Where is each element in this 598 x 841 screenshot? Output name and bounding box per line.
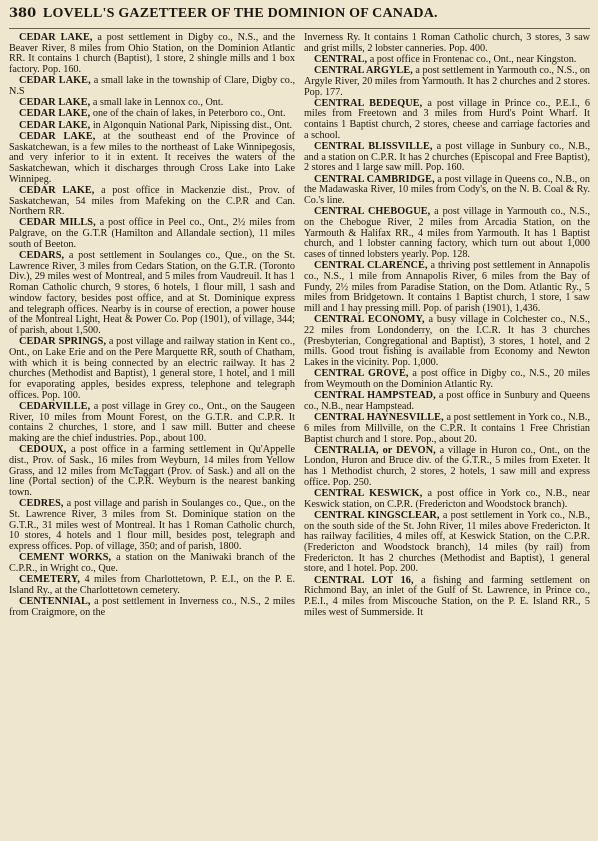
gazetteer-entry xyxy=(304,99,590,142)
entry-text: a small lake in the township of Clare, Digby co., N.S xyxy=(9,75,295,98)
entry-headword: CEDARS, xyxy=(19,250,65,262)
gazetteer-entry xyxy=(9,251,295,337)
entry-text: a thriving post settlement in Annapolis co., N.S., 1 mile from Annapolis River, 6 miles from the Bay of Fundy, 2½ miles from Paradise Station, on the Dom. Atlantic Ry., 5 miles from Bridgetown. It contains 1 Baptist church, 1 store, 1 saw mill and 1 hay pressing mill. Pop. of parish (1901), 1,436. xyxy=(304,260,590,315)
entry-headword: CEDAR SPRINGS, xyxy=(19,336,107,348)
entry-headword: CENTRAL BLISSVILLE, xyxy=(314,141,433,153)
entry-headword: CENTRAL KINGSCLEAR, xyxy=(314,509,440,521)
columns xyxy=(9,33,590,841)
entry-text: a post office in Digby co., N.S., 20 miles from Weymouth on the Dominion Atlantic Ry. xyxy=(304,368,590,390)
entry-headword: CENTRAL LOT 16, xyxy=(314,574,414,586)
page-number: 380 xyxy=(9,6,37,21)
entry-text: at the southeast end of the Province of Saskatchewan, is a few miles to the northeast of Lake Winnipegosis, and very inferior to it in extent. It receives the waters of the Saskatchewan, which it discharges through Cross Lake into Lake Winnipeg. xyxy=(9,130,295,185)
entry-text: a post village in Queens co., N.B., on the Madawaska River, 10 miles from Cody's, on the N. B. Coal & Ry. Co.'s line. xyxy=(304,173,590,207)
gazetteer-entry xyxy=(304,576,590,619)
gazetteer-entry xyxy=(304,511,590,575)
entry-headword: CEDAR LAKE, xyxy=(19,119,91,131)
entry-text: a post office in Peel co., Ont., 2½ miles from Palgrave, on the G.T.R (Hamilton and Allandale section), 11 miles south of Beeton. xyxy=(9,217,295,250)
entry-text: a post settlement in Inverness co., N.S., 2 miles from Craigmore, on the xyxy=(9,596,295,618)
gazetteer-entry xyxy=(304,315,590,369)
entry-headword: CENTENNIAL, xyxy=(19,596,91,608)
entry-headword: CEDARVILLE, xyxy=(19,400,91,412)
entry-text: a post office in a farming settlement in Qu'Appelle dist., Prov. of Sask., 16 miles from Weyburn, 14 miles from Yellow Grass, and 12 miles from McTaggart (Prov. of Sask.) and all on the line (Portal section) of the C.P.R. Weyburn is the nearest banking town. xyxy=(9,444,295,499)
entry-headword: CEMENT WORKS, xyxy=(19,552,112,564)
entry-headword: CENTRAL ECONOMY, xyxy=(314,314,425,326)
gazetteer-entry xyxy=(9,76,295,97)
gazetteer-entry xyxy=(304,489,590,510)
entry-headword: CEDAR LAKE, xyxy=(19,130,96,142)
entry-headword: CENTRAL HAMPSTEAD, xyxy=(314,390,436,402)
gazetteer-entry xyxy=(9,553,295,574)
entry-text: a post office in Sunbury and Queens co., N.B., near Hampstead. xyxy=(304,390,590,412)
entry-text: in Algonquin National Park, Nipissing dist., Ont. xyxy=(90,119,293,131)
gazetteer-entry xyxy=(9,597,295,618)
running-title: LOVELL'S GAZETTEER OF THE DOMINION OF CANADA. xyxy=(43,6,438,21)
entry-headword: CEDAR LAKE, xyxy=(19,184,95,196)
gazetteer-entry xyxy=(9,98,295,109)
entry-text: a small lake in Lennox co., Ont. xyxy=(90,97,224,109)
entry-text: a post settlement in Soulanges co., Que., on the St. Lawrence River, 3 miles from Cedars Station, on the G.T.R. (Toronto Div.), 29 miles west of Montreal, and 5 miles from Vaudreuil. It has 1 Roman Catholic church, 9 stores, 6 hotels, 1 flour mill, 1 sash and window factory, besides post office, and at St. Dominique express and telegraph offices. Nearby is in course of erection, a power house of the Montreal Light, Heat & Power Co. Pop (1901), of village, 344; of parish, about 1,500. xyxy=(9,250,295,336)
entry-text: a post settlement in York co., N.B., 6 miles from Millville, on the C.P.R. It contains 1 Free Christian Baptist church and 1 store. Pop., about 20. xyxy=(304,412,590,445)
entry-headword: CEDAR LAKE, xyxy=(19,108,91,120)
entry-headword: CENTRAL CHEBOGUE, xyxy=(314,206,431,218)
gazetteer-entry xyxy=(9,132,295,186)
entry-text: a station on the Maniwaki branch of the C.P.R., in Wright co., Que. xyxy=(9,552,295,574)
entry-headword: CEDAR MILLS, xyxy=(19,217,96,229)
entry-text: a post village in Prince co., P.E.I., 6 miles from Freetown and 3 miles from Hurd's Point Wharf. It contains 1 Baptist church, 2 stores, cheese and carriage factories and a school. xyxy=(304,97,590,141)
gazetteer-entry xyxy=(9,445,295,499)
entry-text: a post village and railway station in Kent co., Ont., on Lake Erie and on the Pere Marquette RR, south of Chatham, with which it is being connected by an electric railway. It has 2 churches (Methodist and Baptist), 1 general store, 1 hotel, and 1 mill for evaporating apples, besides express, telephone and telegraph offices. Pop. 100. xyxy=(9,336,295,401)
entry-text: 4 miles from Charlottetown, P. E.I., on the P. E. Island Ry., at the Charlottetown cemetery. xyxy=(9,574,295,596)
entry-headword: CENTRALIA, or DEVON, xyxy=(314,444,436,456)
entry-text: a post settlement in York co., N.B., on the south side of the St. John River, 11 miles above Fredericton. It has railway facilities, 4 miles off, at Keswick Station, on the C.P.R. (Fredericton and Woodstock branch), 14 miles (by rail) from Fredericton. It has 2 churches (Methodist and Baptist), 1 general store, and 1 hotel. Pop. 200. xyxy=(304,509,590,575)
entry-headword: CENTRAL HAYNESVILLE, xyxy=(314,412,444,424)
gazetteer-entry xyxy=(304,142,590,174)
entry-text: a post settlement in Digby co., N.S., and the Beaver River, 8 miles from Ohio Station, on the Dominion Atlantic RR. It contains 1 church (Baptist), 1 store, 2 shingle mills and 1 box factory. Pop. 160. xyxy=(9,33,295,76)
entry-headword: CEDAR LAKE, xyxy=(19,33,93,43)
gazetteer-entry xyxy=(304,261,590,315)
gazetteer-entry xyxy=(9,109,295,120)
entry-text: a post office in Frontenac co., Ont., near Kingston. xyxy=(367,53,577,65)
gazetteer-entry xyxy=(9,186,295,218)
entry-headword: CEDRES, xyxy=(19,498,64,510)
entry-text: Inverness Ry. It contains 1 Roman Catholic church, 3 stores, 3 saw and grist mills, 2 lobster canneries. Pop. 400. xyxy=(304,33,590,54)
gazetteer-entry xyxy=(9,33,295,76)
entry-headword: CENTRAL ARGYLE, xyxy=(314,65,413,77)
entry-headword: CENTRAL BEDEQUE, xyxy=(314,97,423,109)
entry-text: a fishing and farming settlement on Richmond Bay, an inlet of the Gulf of St. Lawrence, in Prince co., P.E.I., 4 miles from Miscouche Station, on the P. E. Island RR., 5 miles west of Summerside. It xyxy=(304,574,590,618)
gazetteer-entry xyxy=(304,391,590,412)
entry-headword: CENTRAL GROVE, xyxy=(314,368,409,380)
right-column xyxy=(304,33,590,841)
entry-text: a post village in Yarmouth co., N.S., on the Chebogue River, 2 miles from Arcadia Station, on the Yarmouth & Halifax RR., 4 miles from Yarmouth. It has 1 Baptist church, and 1 lobster canning factory, which turn out about 1,000 cases of tinned lobsters yearly. Pop. 128. xyxy=(304,206,590,261)
entry-headword: CENTRAL, xyxy=(314,53,368,65)
entry-text: one of the chain of lakes, in Peterboro co., Ont. xyxy=(90,108,286,120)
entry-text: a post office in Mackenzie dist., Prov. of Saskatchewan, 54 miles from Mafeking on the C.P.R and Can. Northern RR. xyxy=(9,184,295,218)
entry-headword: CENTRAL KESWICK, xyxy=(314,488,423,500)
gazetteer-entry xyxy=(9,575,295,596)
entry-headword: CENTRAL CAMBRIDGE, xyxy=(314,173,435,185)
gazetteer-entry xyxy=(9,499,295,553)
entry-text: a post village in Grey co., Ont., on the Saugeen River, 10 miles from Mount Forest, on the G.T.R. and C.P.R. It contains 2 churches, 1 store, and 1 saw mill. Butter and cheese making are the chief industries. Pop., about 100. xyxy=(9,400,295,445)
entry-headword: CEDOUX, xyxy=(19,444,67,456)
entry-text: a post village in Sunbury co., N.B., and a station on C.P.R. It has 2 churches (Episcopal and Free Baptist), 2 stores and 1 large saw mill. Pop. 160. xyxy=(304,141,590,174)
entry-text: a post village and parish in Soulanges co., Que., on the St. Lawrence River, 3 miles from St. Dominique station on the G.T.R., 31 miles west of Montreal. It has 1 Roman Catholic church, 10 stores, 4 hotels and 1 flour mill, besides post, telegraph and express offices. Pop. of village, 350; and of parish, 1800. xyxy=(9,498,295,553)
entry-text: a post office in York co., N.B., near Keswick station, on C.P.R. (Fredericton and Woodstock branch). xyxy=(304,488,590,510)
entry-text: a busy village in Colchester co., N.S., 22 miles from Londonderry, on the I.C.R. It has 3 churches (Presbyterian, Congregational and Baptist), 3 stores, 1 hotel, and 2 mills. Good trout fishing is available from Economy and Newton Lakes in the vicinity. Pop. 1,000. xyxy=(304,314,590,369)
entry-headword: CEDAR LAKE, xyxy=(19,75,91,87)
gazetteer-entry xyxy=(304,413,590,445)
gazetteer-entry xyxy=(304,175,590,207)
left-column xyxy=(9,33,295,841)
entry-headword: CENTRAL CLARENCE, xyxy=(314,260,428,272)
page-header xyxy=(9,6,590,29)
gazetteer-entry xyxy=(9,337,295,401)
gazetteer-entry xyxy=(304,33,590,54)
gazetteer-entry xyxy=(304,66,590,98)
entry-headword: CEMETERY, xyxy=(19,574,81,586)
entry-text: a village in Huron co., Ont., on the London, Huron and Bruce div. of the G.T.R., 5 miles from Exeter. It has 1 Methodist church, 2 stores, 2 hotels, 1 saw mill and express office. Pop. 250. xyxy=(304,444,590,488)
entry-text: a post settlement in Yarmouth co., N.S., on Argyle River, 20 miles from Yarmouth. It has 2 churches and 2 stores. Pop. 177. xyxy=(304,65,590,98)
gazetteer-entry xyxy=(304,55,590,66)
entry-headword: CEDAR LAKE, xyxy=(19,97,91,109)
gazetteer-entry xyxy=(304,446,590,489)
gazetteer-entry xyxy=(9,121,295,132)
gazetteer-entry xyxy=(304,207,590,261)
gazetteer-entry xyxy=(9,218,295,250)
gazetteer-entry xyxy=(304,369,590,390)
gazetteer-entry xyxy=(9,402,295,445)
